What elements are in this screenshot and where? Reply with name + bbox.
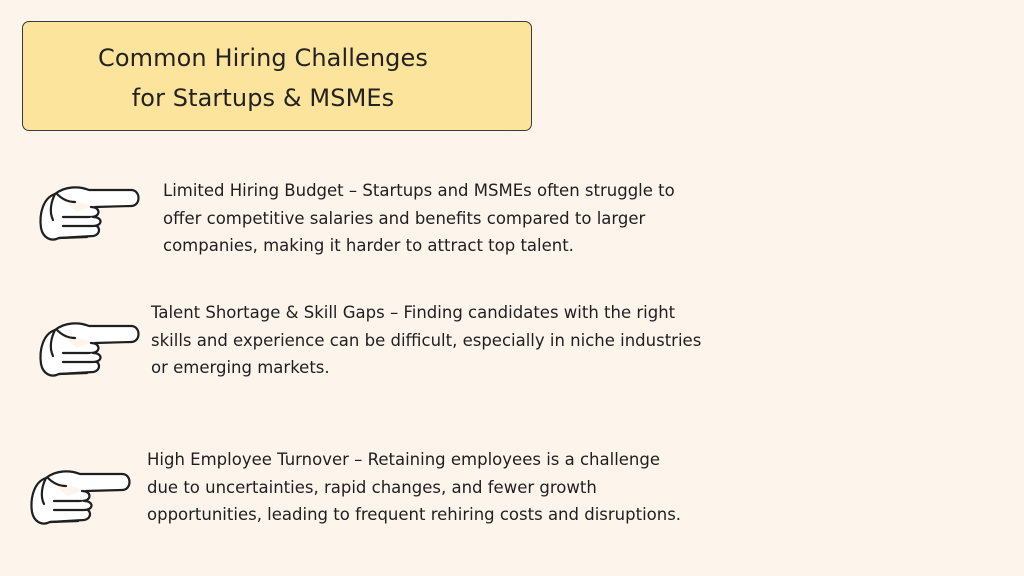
title-line-1: Common Hiring Challenges bbox=[98, 44, 428, 72]
challenge-text-line: opportunities, leading to frequent rehiring costs and disruptions. bbox=[147, 505, 682, 524]
challenge-text-line: due to uncertainties, rapid changes, and fewer growth bbox=[147, 477, 597, 497]
pointing-hand-icon bbox=[26, 464, 136, 534]
challenge-text-line: companies, making it harder to attract top talent. bbox=[163, 236, 574, 255]
challenge-text-line: Talent Shortage & Skill Gaps – Finding candidates with the right bbox=[151, 303, 676, 322]
title-card bbox=[22, 21, 532, 131]
challenge-text-line: Limited Hiring Budget – Startups and MSMEs often struggle to bbox=[163, 181, 675, 200]
pointing-hand-icon bbox=[35, 316, 145, 386]
pointing-hand-icon bbox=[35, 180, 145, 250]
title-line-2: for Startups & MSMEs bbox=[131, 84, 395, 112]
challenge-text-line: skills and experience can be difficult, especially in niche industries bbox=[151, 330, 702, 350]
challenge-text-line: offer competitive salaries and benefits compared to larger bbox=[163, 208, 646, 228]
challenge-text-line: or emerging markets. bbox=[151, 358, 330, 377]
challenge-text-line: High Employee Turnover – Retaining employees is a challenge bbox=[147, 450, 661, 469]
